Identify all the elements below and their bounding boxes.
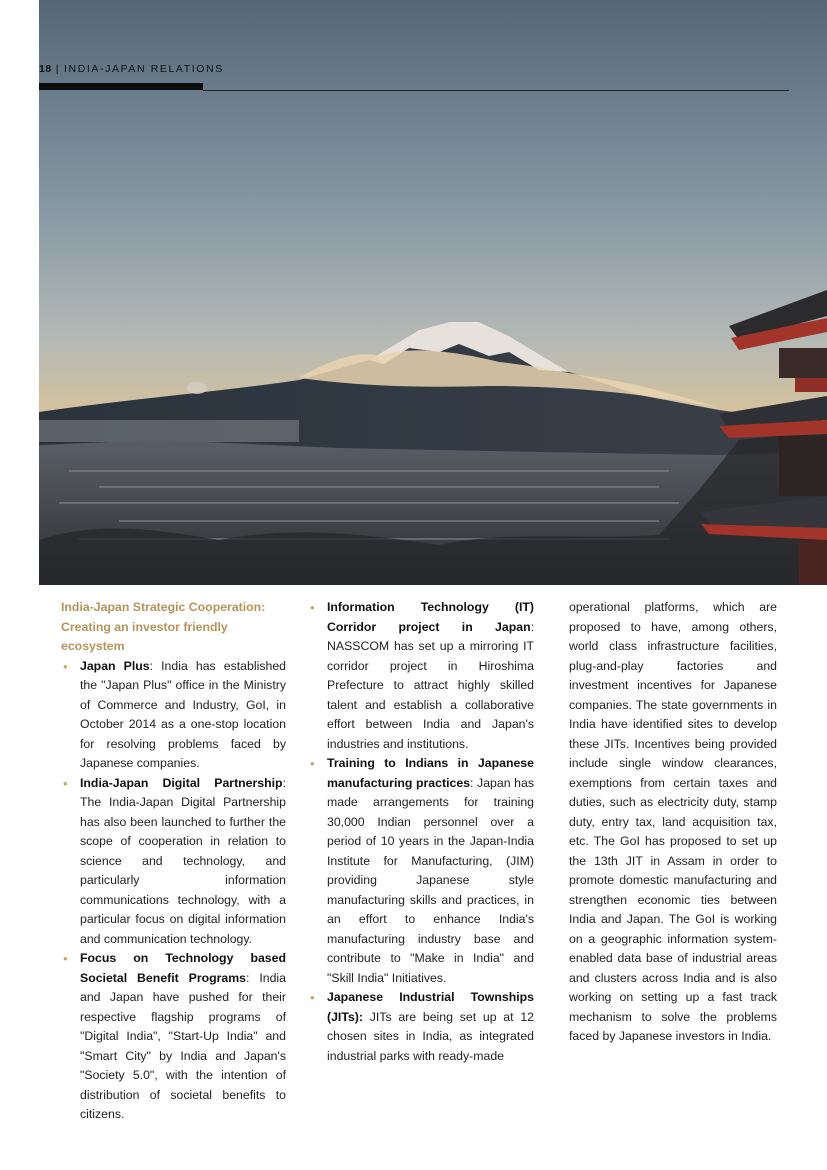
item-text: : The India-Japan Digital Partnership has also been launched to further the scope of cooperation in relation to science and technology, and particularly information communications technology, with a particular focus on digital information and communication technology. (80, 775, 286, 946)
list-item (61, 774, 286, 950)
header-rule-thin (203, 90, 789, 91)
list-item (308, 988, 534, 1066)
column-1 (61, 598, 286, 1125)
item-text: JITs are being set up at 12 chosen sites in India, as integrated industrial parks with ready-made (327, 1009, 534, 1063)
item-term: Training to Indians in Japanese manufacturing practices (327, 756, 534, 790)
item-text: : India has established the "Japan Plus" office in the Ministry of Commerce and Industry, GoI, in October 2014 as a one-stop location for resolving problems faced by Japanese companies. (80, 658, 286, 770)
cooperation-list (61, 657, 286, 1125)
small-cloud (187, 382, 207, 394)
item-term: Japanese Industrial Townships (JITs): (327, 990, 534, 1024)
list-item (308, 598, 534, 754)
haze (39, 420, 299, 442)
cooperation-list-continued (308, 598, 534, 1066)
page-header (39, 62, 789, 92)
header-separator: | (55, 63, 61, 75)
running-title: INDIA-JAPAN RELATIONS (64, 63, 224, 75)
list-item (61, 657, 286, 774)
list-item (61, 949, 286, 1125)
item-term: Information Technology (IT) Corridor project in Japan (327, 600, 534, 634)
body-paragraph: operational platforms, which are proposed to have, among others, world class infrastructure facilities, plug-and-play factories and investment incentives for Japanese companies. The state governments in India have identified sites to develop these JITs. Incentives being provided include single window clearances, exemptions from certain taxes and duties, such as electricity duty, stamp duty, entry tax, land acquisition tax, etc. The GoI has proposed to set up the 13th JIT in Assam in order to promote domestic manufacturing and strengthen economic ties between India and Japan. The GoI is working on a geographic information system-enabled data base of industrial areas and clusters across India and is also working on setting up a fast track mechanism to solve the problems faced by Japanese investors in India. (569, 600, 777, 1043)
header-rule-thick (39, 83, 203, 90)
column-3 (569, 598, 777, 1047)
page-number: 18 (39, 63, 52, 75)
item-text: : NASSCOM has set up a mirroring IT corridor project in Hiroshima Prefecture to attract highly skilled talent and establish a collaborative effort between India and Japan's industries and institutions. (327, 619, 534, 751)
item-text: : India and Japan have pushed for their respective flagship programs of "Digital India", "Start-Up India" and "Smart City" by India and Japan's "Society 5.0", with the intention of distribution of societal benefits to citizens. (80, 970, 287, 1121)
section-title-line-1: India-Japan Strategic Cooperation: (61, 600, 266, 614)
list-item (308, 754, 534, 988)
running-header (39, 63, 224, 75)
item-term: Japan Plus (80, 658, 150, 673)
column-2 (308, 598, 534, 1066)
item-term: Focus on Technology based Societal Benefit Programs (80, 951, 286, 985)
item-term: India-Japan Digital Partnership (80, 775, 283, 790)
section-title (61, 598, 286, 657)
item-text: : Japan has made arrangements for training 30,000 Indian personnel over a period of 10 years in the Japan-India Institute for Manufacturing, (JIM) providing Japanese style manufacturing skills and practices, in an effort to enhance India's manufacturing industry base and contribute to "Make in India" and "Skill India" Initiatives. (327, 775, 534, 985)
section-title-line-2: Creating an investor friendly ecosystem (61, 619, 228, 653)
